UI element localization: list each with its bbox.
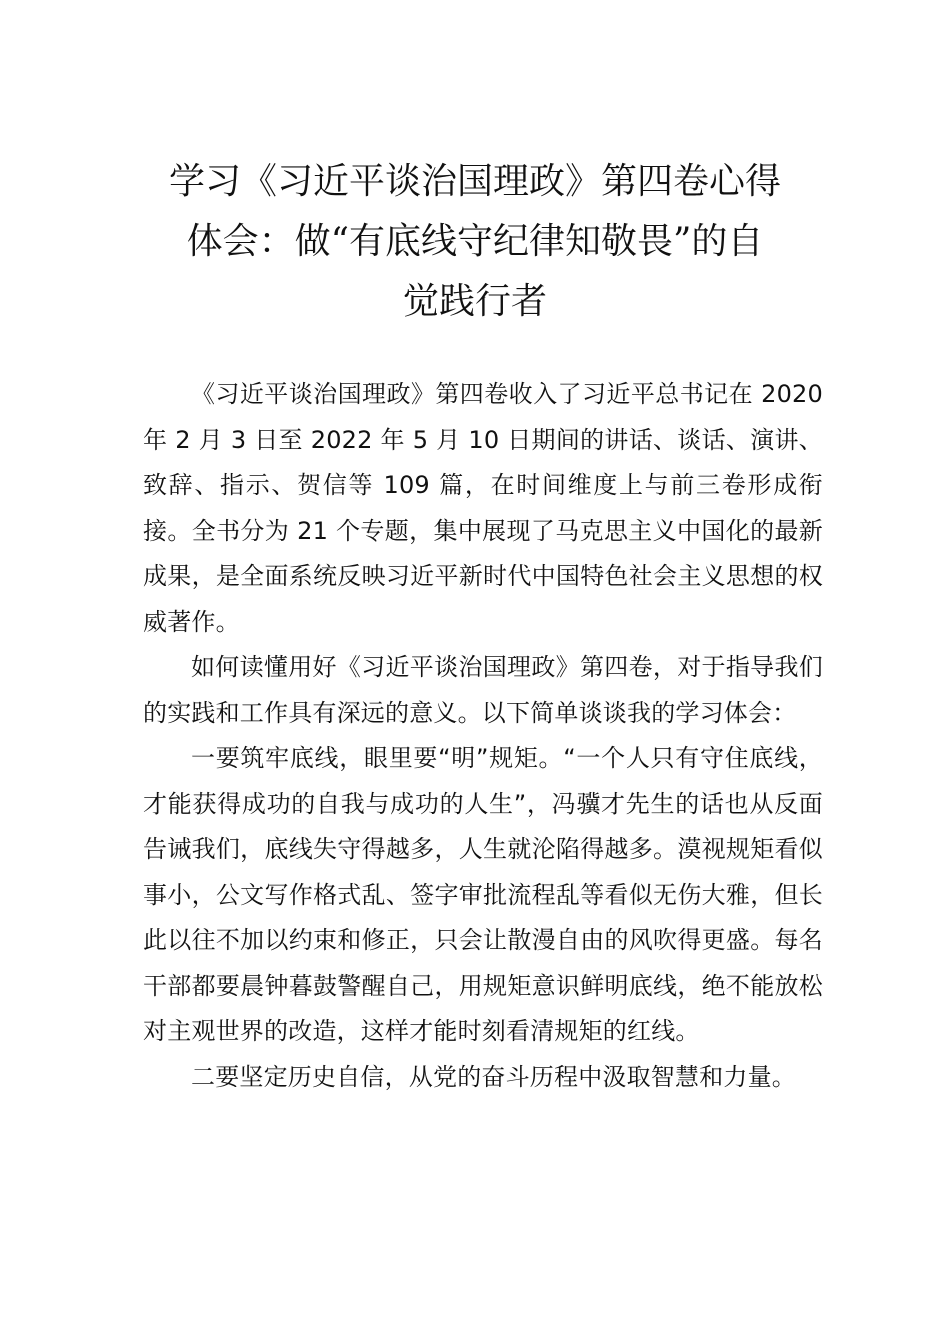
paragraph-reading: 如何读懂用好《习近平谈治国理政》第四卷，对于指导我们的实践和工作具有深远的意义。以下简单谈谈我的学习体会： <box>143 653 823 727</box>
paragraph-point-one: 一要筑牢底线，眼里要“明”规矩。“一个人只有守住底线，才能获得成功的自我与成功的人生”，冯骥才先生的话也从反面告诫我们，底线失守得越多，人生就沦陷得越多。漠视规矩看似事小，公文写作格式乱、签字审批流程乱等看似无伤大雅，但长此以往不加以约束和修正，只会让散漫自由的风吹得更盛。每名干部都要晨钟暮鼓警醒自己，用规矩意识鲜明底线，绝不能放松对主观世界的改造，这样才能时刻看清规矩的红线。 <box>143 744 823 1045</box>
document-body <box>143 372 823 1100</box>
title-line-2: 体会：做“有底线守纪律知敬畏”的自 <box>186 221 764 262</box>
title-line-1: 学习《习近平谈治国理政》第四卷心得 <box>168 161 781 202</box>
document-title <box>160 152 790 332</box>
paragraph-intro: 《习近平谈治国理政》第四卷收入了习近平总书记在 2020 年 2 月 3 日至 2022 年 5 月 10 日期间的讲话、谈话、演讲、致辞、指示、贺信等 109 篇，在时间维度上与前三卷形成衔接。全书分为 21 个专题，集中展现了马克思主义中国化的最新成果，是全面系统反映习近平新时代中国特色社会主义思想的权威著作。 <box>143 380 823 636</box>
paragraph-point-two: 二要坚定历史自信，从党的奋斗历程中汲取智慧和力量。 <box>191 1062 796 1091</box>
title-line-3: 觉践行者 <box>402 281 547 322</box>
